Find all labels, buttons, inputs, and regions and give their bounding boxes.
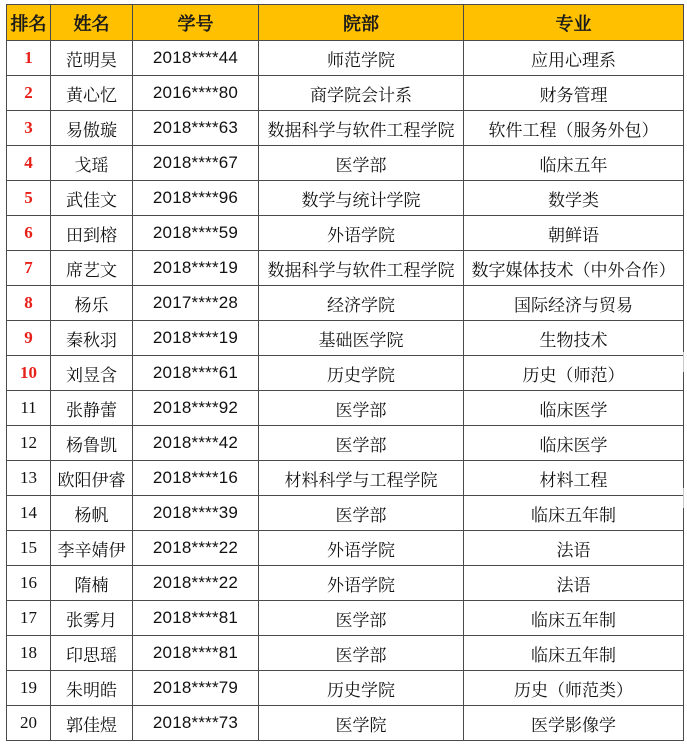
major-cell: 软件工程（服务外包）	[464, 111, 684, 146]
major-cell: 材料工程	[464, 461, 684, 496]
major-cell: 应用心理系	[464, 41, 684, 76]
name-cell: 田到榕	[51, 216, 133, 251]
college-cell: 医学院	[259, 706, 464, 741]
rank-cell: 14	[7, 496, 51, 531]
student-id-cell: 2018****67	[133, 146, 259, 181]
header-rank: 排名	[7, 5, 51, 41]
rank-cell: 13	[7, 461, 51, 496]
table-body	[7, 41, 684, 741]
table-row	[7, 356, 684, 391]
name-cell: 秦秋羽	[51, 321, 133, 356]
student-id-cell: 2018****16	[133, 461, 259, 496]
college-cell: 外语学院	[259, 566, 464, 601]
rank-cell: 4	[7, 146, 51, 181]
rank-cell: 20	[7, 706, 51, 741]
name-cell: 张静蕾	[51, 391, 133, 426]
college-cell: 医学部	[259, 426, 464, 461]
rank-cell: 3	[7, 111, 51, 146]
student-id-cell: 2018****59	[133, 216, 259, 251]
table-row	[7, 146, 684, 181]
major-cell: 临床医学	[464, 426, 684, 461]
major-cell: 国际经济与贸易	[464, 286, 684, 321]
rank-cell: 2	[7, 76, 51, 111]
name-cell: 李辛婧伊	[51, 531, 133, 566]
header-student-id: 学号	[133, 5, 259, 41]
major-cell: 医学影像学	[464, 706, 684, 741]
major-cell: 历史（师范类）	[464, 671, 684, 706]
rank-cell: 6	[7, 216, 51, 251]
table-row	[7, 216, 684, 251]
student-id-cell: 2018****63	[133, 111, 259, 146]
student-id-cell: 2017****28	[133, 286, 259, 321]
rank-cell: 12	[7, 426, 51, 461]
college-cell: 外语学院	[259, 531, 464, 566]
name-cell: 张雾月	[51, 601, 133, 636]
name-cell: 武佳文	[51, 181, 133, 216]
major-cell: 财务管理	[464, 76, 684, 111]
name-cell: 朱明皓	[51, 671, 133, 706]
major-cell: 朝鲜语	[464, 216, 684, 251]
rank-cell: 18	[7, 636, 51, 671]
college-cell: 数学与统计学院	[259, 181, 464, 216]
college-cell: 数据科学与软件工程学院	[259, 111, 464, 146]
student-id-cell: 2018****22	[133, 531, 259, 566]
name-cell: 印思瑶	[51, 636, 133, 671]
college-cell: 医学部	[259, 636, 464, 671]
sheet-edge-mark	[683, 488, 684, 508]
name-cell: 范明昊	[51, 41, 133, 76]
rank-cell: 5	[7, 181, 51, 216]
table-row	[7, 41, 684, 76]
college-cell: 经济学院	[259, 286, 464, 321]
table-row	[7, 76, 684, 111]
name-cell: 杨乐	[51, 286, 133, 321]
student-id-cell: 2018****44	[133, 41, 259, 76]
rank-cell: 16	[7, 566, 51, 601]
name-cell: 席艺文	[51, 251, 133, 286]
college-cell: 历史学院	[259, 671, 464, 706]
table-row	[7, 391, 684, 426]
college-cell: 外语学院	[259, 216, 464, 251]
rank-cell: 7	[7, 251, 51, 286]
name-cell: 杨帆	[51, 496, 133, 531]
major-cell: 临床五年制	[464, 601, 684, 636]
table-row	[7, 321, 684, 356]
name-cell: 易傲璇	[51, 111, 133, 146]
college-cell: 医学部	[259, 146, 464, 181]
major-cell: 法语	[464, 566, 684, 601]
major-cell: 临床五年制	[464, 496, 684, 531]
major-cell: 生物技术	[464, 321, 684, 356]
rank-cell: 15	[7, 531, 51, 566]
name-cell: 黄心忆	[51, 76, 133, 111]
name-cell: 隋楠	[51, 566, 133, 601]
rank-cell: 11	[7, 391, 51, 426]
major-cell: 数字媒体技术（中外合作）	[464, 251, 684, 286]
college-cell: 材料科学与工程学院	[259, 461, 464, 496]
major-cell: 临床医学	[464, 391, 684, 426]
table-row	[7, 181, 684, 216]
major-cell: 历史（师范）	[464, 356, 684, 391]
student-id-cell: 2016****80	[133, 76, 259, 111]
header-row	[7, 5, 684, 41]
student-id-cell: 2018****79	[133, 671, 259, 706]
college-cell: 医学部	[259, 496, 464, 531]
college-cell: 数据科学与软件工程学院	[259, 251, 464, 286]
rank-cell: 8	[7, 286, 51, 321]
student-id-cell: 2018****61	[133, 356, 259, 391]
table-row	[7, 426, 684, 461]
student-id-cell: 2018****92	[133, 391, 259, 426]
rank-cell: 10	[7, 356, 51, 391]
rank-cell: 17	[7, 601, 51, 636]
name-cell: 郭佳煜	[51, 706, 133, 741]
ranking-table	[6, 4, 684, 741]
name-cell: 欧阳伊睿	[51, 461, 133, 496]
table-row	[7, 601, 684, 636]
table-row	[7, 286, 684, 321]
student-id-cell: 2018****96	[133, 181, 259, 216]
table-row	[7, 636, 684, 671]
student-id-cell: 2018****42	[133, 426, 259, 461]
header-name: 姓名	[51, 5, 133, 41]
header-college: 院部	[259, 5, 464, 41]
sheet-edge-mark	[683, 352, 684, 372]
major-cell: 数学类	[464, 181, 684, 216]
table-row	[7, 566, 684, 601]
student-id-cell: 2018****19	[133, 321, 259, 356]
header-major: 专业	[464, 5, 684, 41]
student-id-cell: 2018****19	[133, 251, 259, 286]
name-cell: 刘昱含	[51, 356, 133, 391]
major-cell: 临床五年制	[464, 636, 684, 671]
student-id-cell: 2018****81	[133, 601, 259, 636]
rank-cell: 9	[7, 321, 51, 356]
college-cell: 医学部	[259, 601, 464, 636]
college-cell: 基础医学院	[259, 321, 464, 356]
name-cell: 杨鲁凯	[51, 426, 133, 461]
name-cell: 戈瑶	[51, 146, 133, 181]
student-id-cell: 2018****22	[133, 566, 259, 601]
table-row	[7, 531, 684, 566]
major-cell: 临床五年	[464, 146, 684, 181]
table-row	[7, 251, 684, 286]
table-row	[7, 111, 684, 146]
student-id-cell: 2018****39	[133, 496, 259, 531]
major-cell: 法语	[464, 531, 684, 566]
college-cell: 医学部	[259, 391, 464, 426]
table-row	[7, 671, 684, 706]
rank-cell: 19	[7, 671, 51, 706]
ranking-sheet	[6, 4, 683, 741]
table-row	[7, 496, 684, 531]
rank-cell: 1	[7, 41, 51, 76]
college-cell: 师范学院	[259, 41, 464, 76]
college-cell: 历史学院	[259, 356, 464, 391]
student-id-cell: 2018****81	[133, 636, 259, 671]
table-row	[7, 706, 684, 741]
student-id-cell: 2018****73	[133, 706, 259, 741]
college-cell: 商学院会计系	[259, 76, 464, 111]
table-row	[7, 461, 684, 496]
